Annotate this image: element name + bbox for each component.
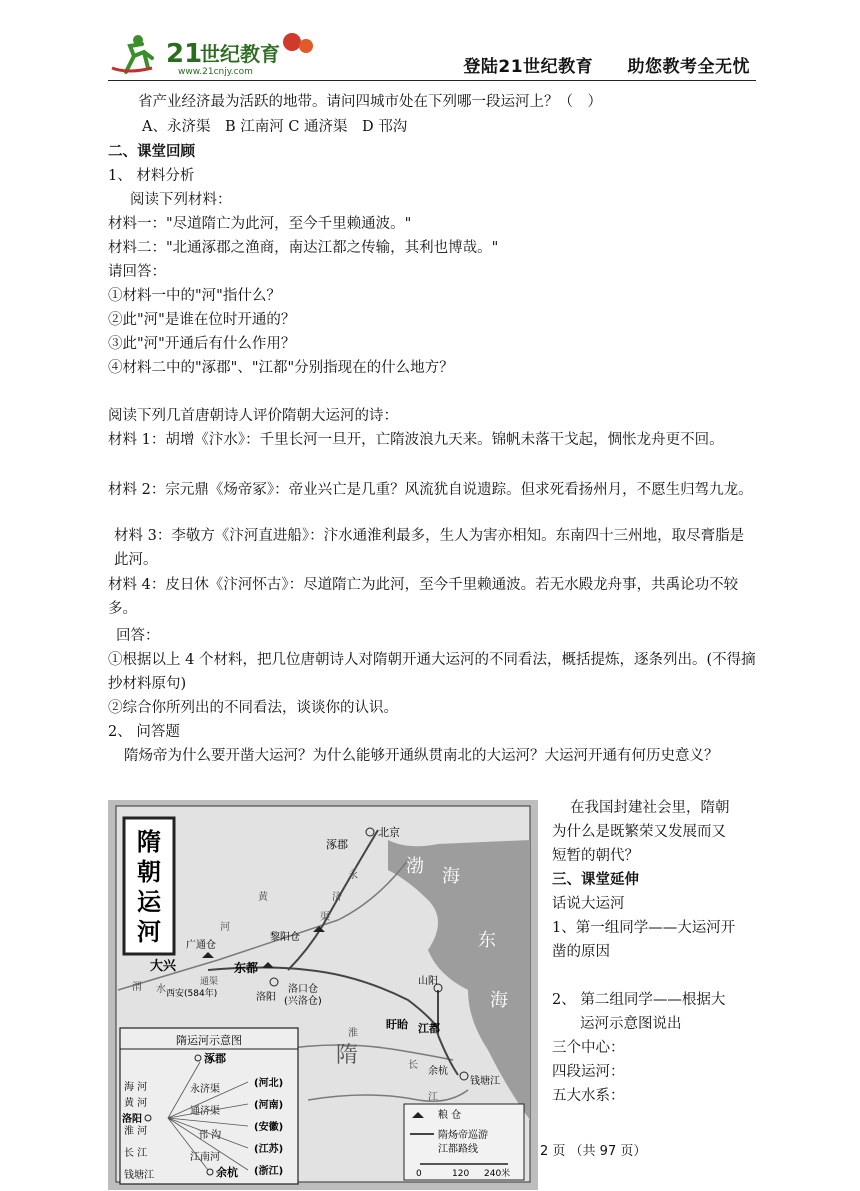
place-label: 江都	[418, 1022, 440, 1035]
poem-paragraph: 材料 3：李敬方《汴河直进船》：汴水通淮利最多，生人为害亦相知。东南四十三州地，取尽膏脂是此河。	[114, 528, 745, 568]
svg-text:江南河: 江南河	[190, 1152, 220, 1163]
svg-text:黄: 黄	[258, 892, 268, 903]
legend-label: 隋炀帝巡游	[438, 1130, 488, 1141]
sea-label: 东	[478, 930, 496, 951]
place-label: 黎阳仓	[270, 932, 300, 943]
place-label: 钱塘江	[470, 1076, 500, 1087]
text-line: 回答：	[116, 628, 160, 644]
svg-text:海 河: 海 河	[124, 1082, 148, 1093]
svg-text:水: 水	[156, 984, 166, 995]
inset-title: 隋运河示意图	[176, 1034, 242, 1047]
section-heading: 二、课堂回顾	[108, 144, 195, 160]
svg-text:永济渠: 永济渠	[190, 1084, 220, 1095]
svg-text:涿郡: 涿郡	[204, 1052, 226, 1065]
runner-icon	[112, 35, 152, 72]
svg-text:洛阳: 洛阳	[122, 1114, 142, 1125]
svg-text:邗 沟: 邗 沟	[198, 1130, 222, 1141]
svg-text:钱塘江: 钱塘江	[124, 1170, 154, 1181]
question-line: ③此"河"开通后有什么作用？	[108, 336, 296, 352]
poem-paragraph: 材料 2：宗元鼎《炀帝冢》：帝业兴亡是几重？风流犹自说遗踪。但求死看扬州月，不愿生归驾九龙。	[108, 482, 753, 498]
header-slogan	[463, 52, 750, 77]
material-line: 材料一："尽道隋亡为此河，至今千里赖通波。"	[108, 216, 412, 232]
subsection-heading: 1、 材料分析	[108, 168, 195, 184]
slogan-right: 助您教考全无忧	[627, 57, 750, 77]
svg-text:(江苏): (江苏)	[254, 1144, 284, 1155]
site-logo	[108, 28, 318, 78]
svg-text:长 江: 长 江	[124, 1148, 148, 1159]
question-paragraph: 隋炀帝为什么要开凿大运河？为什么能够开通纵贯南北的大运河？大运河开通有何历史意义？	[124, 748, 719, 764]
page-header	[108, 28, 756, 81]
place-label: 西安(584年)	[166, 989, 218, 999]
map-title-char: 河	[137, 918, 161, 946]
svg-text:(安徽): (安徽)	[254, 1122, 284, 1133]
section-heading: 三、课堂延伸	[552, 872, 639, 888]
text-line: 请回答：	[108, 264, 166, 280]
svg-text:永: 永	[348, 870, 358, 881]
svg-text:21: 21	[166, 39, 203, 69]
page-footer: 2 页 （共 97 页）	[540, 1144, 647, 1159]
place-label: 北京	[378, 826, 400, 839]
svg-text:渭: 渭	[132, 982, 142, 993]
material-line: 材料二："北通涿郡之渔商，南达江都之传输，其利也博哉。"	[108, 240, 499, 256]
answer-paragraph: ①根据以上 4 个材料，把几位唐朝诗人对隋朝开通大运河的不同看法，概括提炼，逐条列出。(不得摘抄材料原句)	[108, 652, 756, 692]
text-line: 省产业经济最为活跃的地带。请问四城市处在下列哪一段运河上？（ ）	[138, 94, 602, 110]
place-label: 东都	[234, 961, 259, 975]
side-text: 短暂的朝代？	[552, 848, 639, 864]
svg-text:(浙江): (浙江)	[254, 1166, 284, 1177]
svg-text:济: 济	[332, 892, 342, 903]
svg-text:淮: 淮	[348, 1028, 358, 1039]
side-text: 1、第一组同学——大运河开	[552, 920, 736, 936]
svg-text:(河北): (河北)	[254, 1078, 284, 1089]
subsection-heading: 2、 问答题	[108, 724, 180, 740]
place-label: 洛口仓	[288, 984, 318, 995]
place-label: 涿郡	[326, 838, 348, 851]
question-line: ④材料二中的"涿郡"、"江都"分别指现在的什么地方？	[108, 360, 454, 376]
svg-text:(河南): (河南)	[254, 1100, 284, 1111]
side-text: 为什么是既繁荣又发展而又	[552, 824, 726, 840]
svg-text:淮 河: 淮 河	[124, 1126, 148, 1137]
sea-label: 海	[442, 866, 460, 887]
svg-text:www.21cnjy.com: www.21cnjy.com	[178, 67, 253, 77]
question-line: ①材料一中的"河"指什么？	[108, 288, 281, 304]
place-label: 洛阳	[256, 992, 276, 1003]
svg-text:0: 0	[416, 1169, 422, 1179]
place-label: 盱眙	[386, 1018, 408, 1031]
map-title-char: 运	[137, 888, 161, 916]
svg-text:240米: 240米	[484, 1169, 511, 1179]
place-label: 山阳	[418, 976, 438, 987]
region-label: 隋	[336, 1043, 359, 1068]
side-text: 三个中心：	[552, 1040, 625, 1056]
side-text: 运河示意图说出	[580, 1016, 682, 1032]
text-line: 阅读下列材料：	[130, 192, 232, 208]
side-text: 四段运河：	[552, 1064, 625, 1080]
side-text: 凿的原因	[552, 944, 610, 960]
svg-text:江: 江	[428, 1092, 438, 1103]
svg-text:余杭: 余杭	[216, 1166, 238, 1179]
place-label: 大兴	[150, 959, 177, 974]
legend-label: 江都路线	[438, 1144, 478, 1155]
poem-paragraph: 材料 4：皮日休《汴河怀古》：尽道隋亡为此河，至今千里赖通波。若无水殿龙舟事，共禹论功不较多。	[108, 577, 739, 617]
place-label: 广通仓	[186, 940, 216, 951]
svg-text:世纪教育: 世纪教育	[200, 42, 280, 66]
options-line: A、永济渠 B 江南河 C 通济渠 D 邗沟	[142, 119, 408, 135]
svg-text:通渠: 通渠	[200, 977, 219, 987]
sea-label: 海	[490, 990, 508, 1011]
svg-text:渠: 渠	[320, 912, 330, 923]
svg-text:长: 长	[408, 1060, 418, 1071]
legend-label: 粮 仓	[438, 1110, 462, 1121]
side-text: 在我国封建社会里，隋朝	[570, 800, 730, 816]
svg-text:河: 河	[220, 922, 230, 933]
svg-text:120: 120	[452, 1169, 470, 1179]
place-label: (兴洛仓)	[284, 996, 322, 1007]
question-line: ②此"河"是谁在位时开通的？	[108, 312, 296, 328]
text-line: 阅读下列几首唐朝诗人评价隋朝大运河的诗：	[108, 408, 398, 424]
poem-paragraph: 材料 1：胡增《汴水》：千里长河一旦开，亡隋波浪九天来。锦帆未落干戈起，惆怅龙舟更不回。	[108, 432, 724, 448]
side-text: 五大水系：	[552, 1088, 625, 1104]
map-title-char: 隋	[137, 828, 161, 856]
sui-canal-map	[108, 800, 538, 1190]
sea-label: 渤	[406, 856, 424, 877]
slogan-left: 登陆21世纪教育	[463, 57, 594, 77]
side-text: 话说大运河	[552, 896, 625, 912]
place-label: 余杭	[428, 1066, 448, 1077]
side-text: 2、 第二组同学——根据大	[552, 992, 726, 1008]
map-title-char: 朝	[137, 858, 161, 886]
svg-text:黄 河: 黄 河	[124, 1098, 148, 1109]
svg-text:通济渠: 通济渠	[190, 1106, 220, 1117]
answer-line: ②综合你所列出的不同看法，谈谈你的认识。	[108, 700, 398, 716]
